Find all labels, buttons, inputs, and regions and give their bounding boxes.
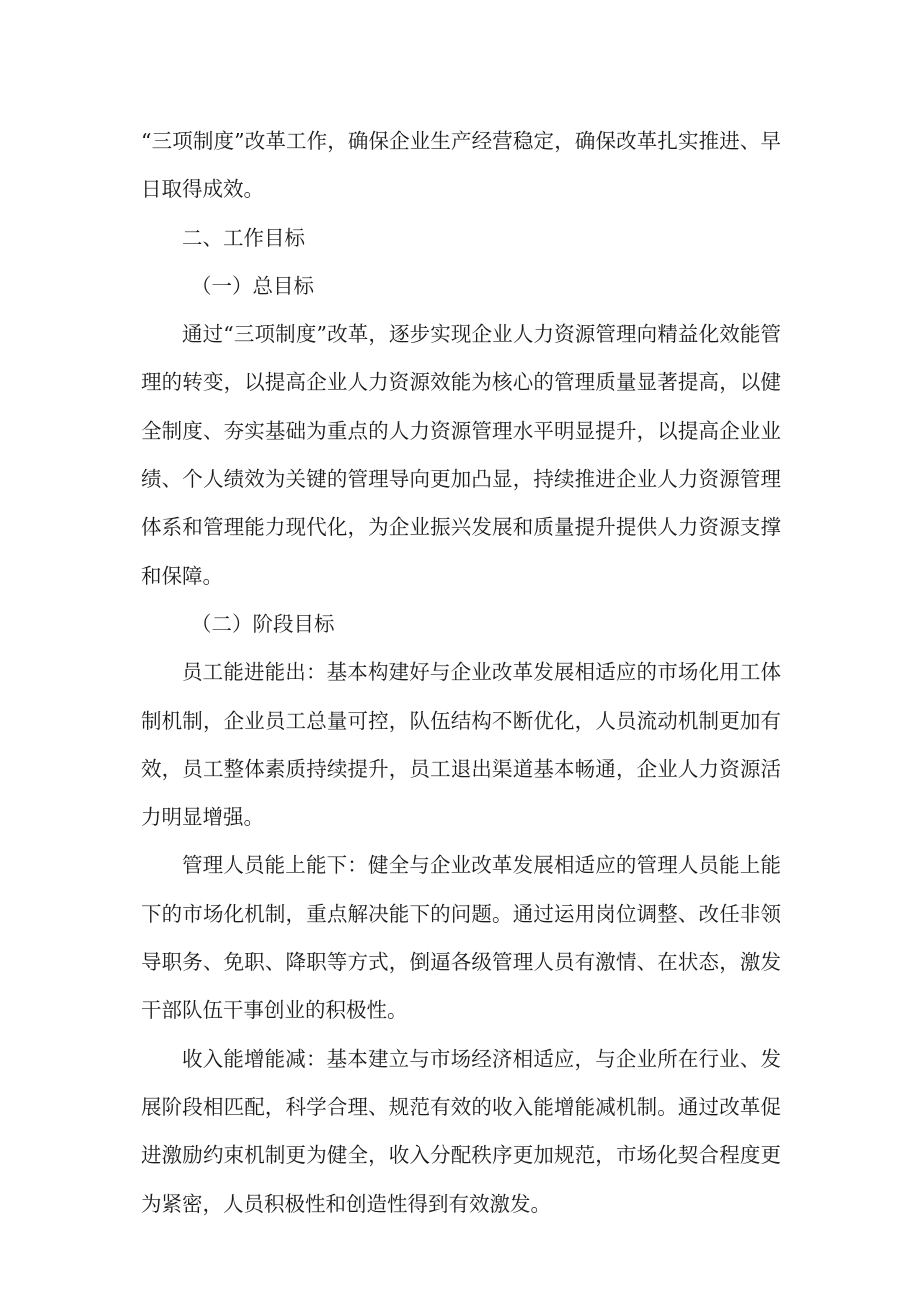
paragraph-employees-in-out: 员工能进能出：基本构建好与企业改革发展相适应的市场化用工体制机制，企业员工总量可控，队伍结构不断优化，人员流动机制更加有效，员工整体素质持续提升，员工退出渠道基本畅通，企业人力资源活力明显增强。 [141,660,781,830]
document-body [141,117,781,1228]
subheading-stage-goals: （二）阶段目标 [191,611,335,636]
paragraph-continuation: “三项制度”改革工作，确保企业生产经营稳定，确保改革扎实推进、早日取得成效。 [141,129,781,202]
subheading-overall-goal: （一）总目标 [191,273,314,298]
section-heading-work-goals: 二、工作目标 [182,225,305,250]
paragraph-overall-goal: 通过“三项制度”改革，逐步实现企业人力资源管理向精益化效能管理的转变，以提高企业人力资源效能为核心的管理质量显著提高，以健全制度、夯实基础为重点的人力资源管理水平明显提升，以提高企业业绩、个人绩效为关键的管理导向更加凸显，持续推进企业人力资源管理体系和管理能力现代化，为企业振兴发展和质量提升提供人力资源支撑和保障。 [141,322,781,588]
paragraph-managers-up-down: 管理人员能上能下：健全与企业改革发展相适应的管理人员能上能下的市场化机制，重点解决能下的问题。通过运用岗位调整、改任非领导职务、免职、降职等方式，倒逼各级管理人员有激情、在状态，激发干部队伍干事创业的积极性。 [141,853,781,1023]
paragraph-income-increase-decrease: 收入能增能减：基本建立与市场经济相适应，与企业所在行业、发展阶段相匹配，科学合理、规范有效的收入能增能减机制。通过改革促进激励约束机制更为健全，收入分配秩序更加规范，市场化契合程度更为紧密，人员积极性和创造性得到有效激发。 [141,1046,781,1216]
